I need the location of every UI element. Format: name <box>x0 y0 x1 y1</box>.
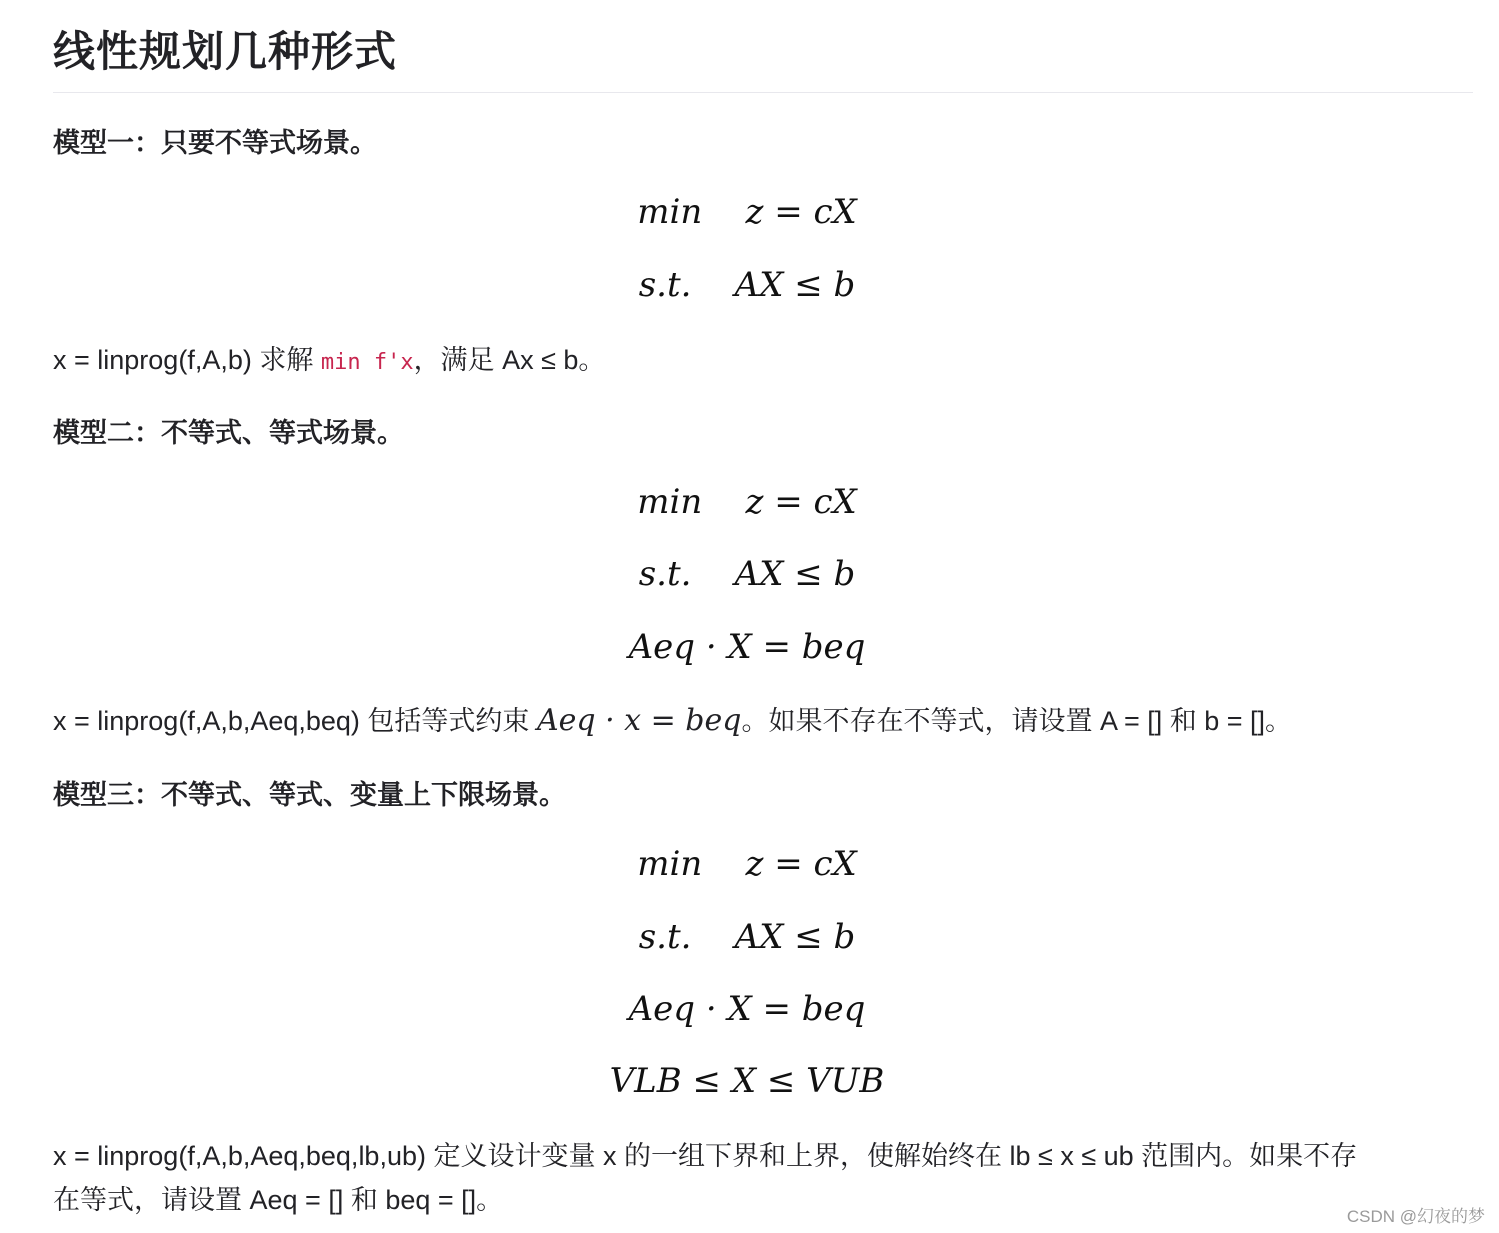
model-1-desc-prefix: x = linprog(f,A,b) 求解 <box>53 345 321 375</box>
model-3-equation-equality: Aeq · X = beq <box>628 989 866 1029</box>
model-3-description-line-1: x = linprog(f,A,b,Aeq,beq,lb,ub) 定义设计变量 x 的一组下界和上界，使解始终在 lb ≤ x ≤ ub 范围内。如果不存 <box>53 1141 1358 1171</box>
model-2-description <box>53 698 1453 744</box>
model-1-desc-suffix: ，满足 Ax ≤ b。 <box>413 345 606 375</box>
model-1-heading: 模型一：只要不等式场景。 <box>53 128 377 158</box>
model-2-heading: 模型二：不等式、等式场景。 <box>53 418 404 448</box>
model-2-equation-equality: Aeq · X = beq <box>628 627 866 667</box>
model-1-equation-constraint: s.t. AX ≤ b <box>638 265 856 305</box>
model-3-description-line-2: 在等式，请设置 Aeq = [] 和 beq = []。 <box>53 1185 504 1215</box>
model-1-description <box>53 338 1453 385</box>
model-3-equation-objective: min z = cX <box>637 844 857 884</box>
model-1-desc-code: min f'x <box>320 350 414 375</box>
model-3-equation-bounds: VLB ≤ X ≤ VUB <box>609 1061 885 1101</box>
page-title: 线性规划几种形式 <box>53 28 398 75</box>
title-divider <box>53 92 1473 93</box>
model-2-desc-prefix: x = linprog(f,A,b,Aeq,beq) 包括等式约束 <box>53 706 537 736</box>
model-2-desc-math: Aeq · x = beq <box>536 703 742 738</box>
csdn-watermark: CSDN @幻夜的梦 <box>1346 1207 1485 1226</box>
model-1-equation-objective: min z = cX <box>637 192 857 232</box>
model-3-equation-constraint: s.t. AX ≤ b <box>638 917 856 957</box>
model-2-equation-objective: min z = cX <box>637 482 857 522</box>
model-2-equation-constraint: s.t. AX ≤ b <box>638 554 856 594</box>
model-3-heading: 模型三：不等式、等式、变量上下限场景。 <box>53 780 566 810</box>
model-2-desc-suffix: 。如果不存在不等式，请设置 A = [] 和 b = []。 <box>741 706 1293 736</box>
